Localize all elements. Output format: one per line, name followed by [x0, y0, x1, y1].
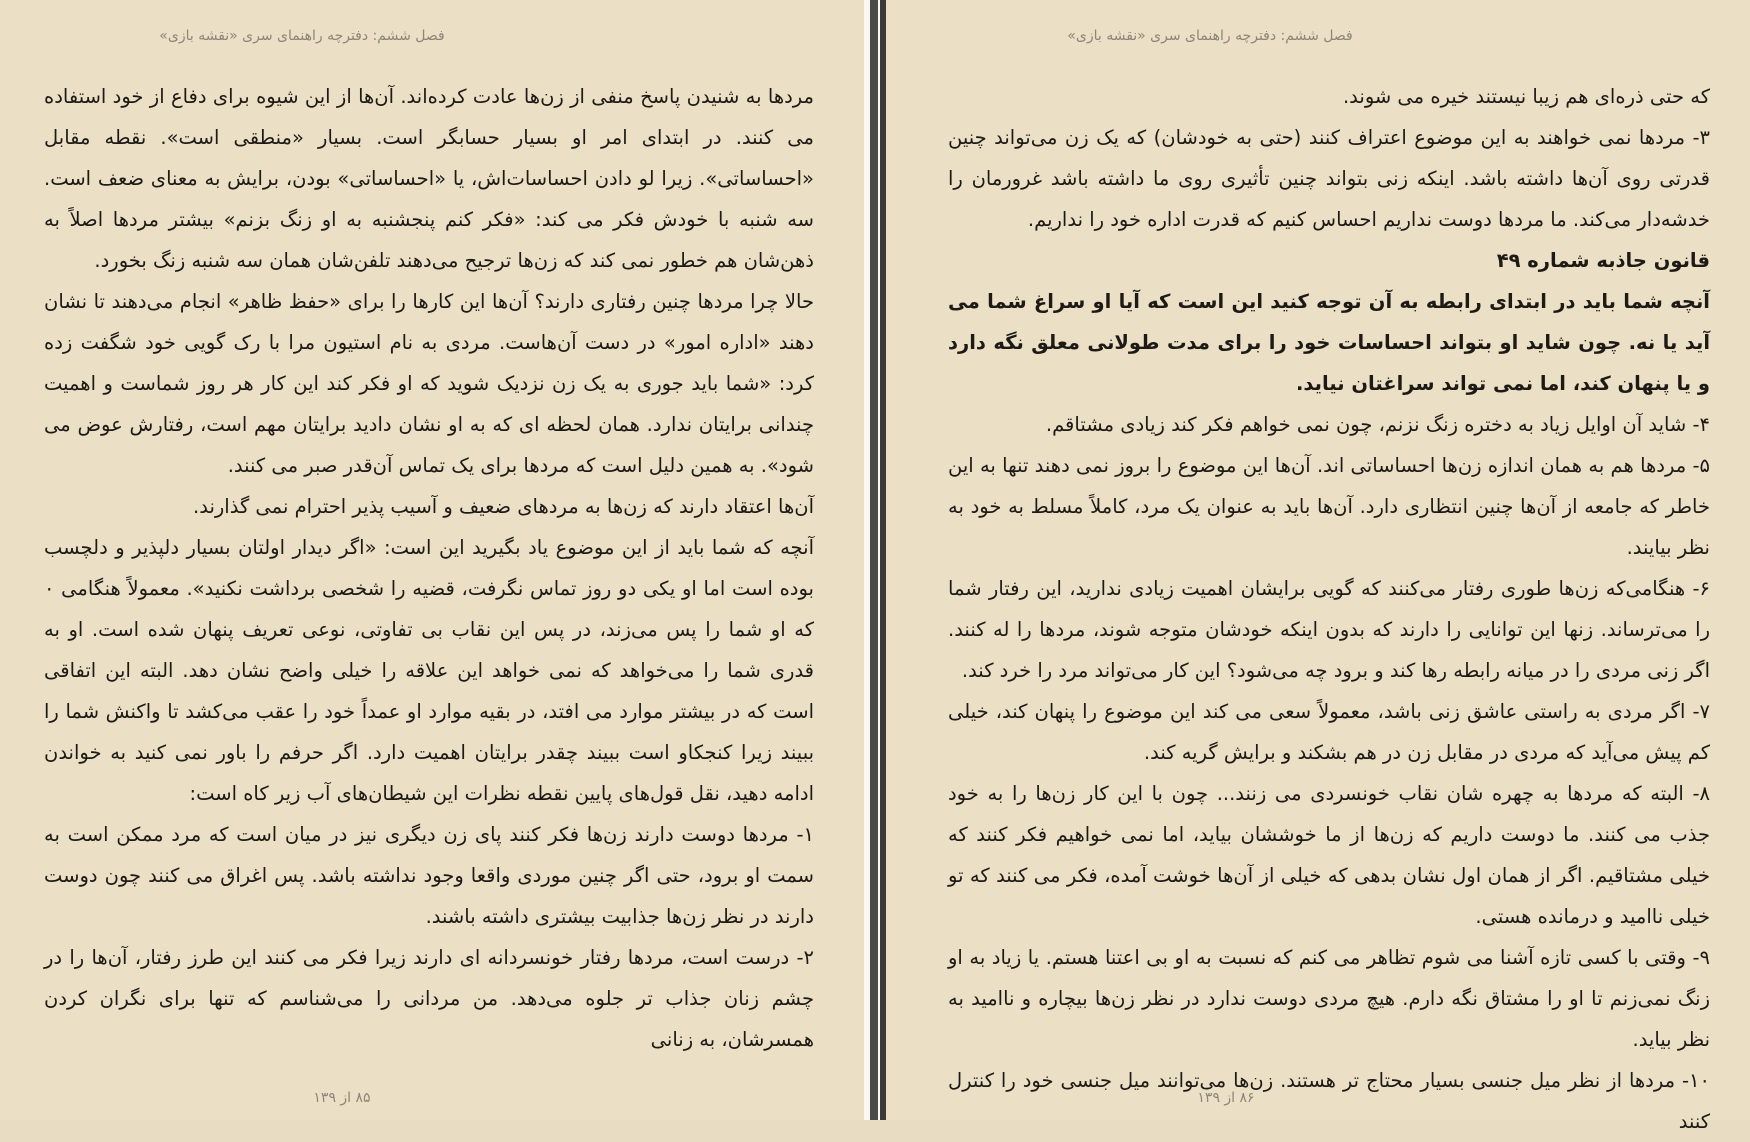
paragraph: ۲- درست است، مردها رفتار خونسردانه ای دارند زیرا فکر می کنند این طرز رفتار، آن‌ها را در چشم زنان جذاب تر جلوه می‌دهد. من مردانی را می‌شناسم که تنها برای نگران کردن همسرشان، به زنانی [44, 946, 814, 1051]
paragraph: ۸- البته که مردها به چهره شان نقاب خونسردی می زنند... چون با این کار زن‌ها را به خود جذب می کنند. ما دوست داریم که زن‌ها از ما خوششان بیاید، اما نمی خواهیم فکر کنند که خیلی مشتاقیم. اگر از همان اول نشان بدهی که خیلی از آن‌ها خوشت آمده، فکر می کنند که تو خیلی ناامید و درمانده هستی. [948, 782, 1710, 928]
running-head: فصل ششم: دفترچه راهنمای سری «نقشه بازی» [159, 28, 445, 44]
spine-divider [870, 0, 878, 1120]
paragraph: آن‌ها اعتقاد دارند که زن‌ها به مردهای ضعیف و آسیب پذیر احترام نمی گذارند. [193, 495, 814, 518]
paragraph: حالا چرا مردها چنین رفتاری دارند؟ آن‌ها این کارها را برای «حفظ ظاهر» انجام می‌دهند تا نشان دهند «اداره امور» در دست آن‌هاست. مردی به نام استیون مرا با رک گویی خود شگفت زده کرد: «شما باید جوری به یک زن نزدیک شوید که او فکر کند این کار هر روز شماست و اهمیت چندانی برایتان ندارد. همان لحظه ای که به او نشان دادید برایتان مهم است، رفتارش عوض می شود». به همین دلیل است که مردها برای یک تماس آن‌قدر صبر می کنند. [44, 290, 814, 477]
page-number: ۸۶ از ۱۳۹ [1197, 1090, 1255, 1106]
page-body [44, 76, 814, 1060]
paragraph: ۵- مردها هم به همان اندازه زن‌ها احساساتی اند. آن‌ها این موضوع را بروز نمی دهند تنها به این خاطر که جامعه از آن‌ها چنین انتظاری دارد. آن‌ها باید به عنوان یک مرد، کاملاً مسلط به خود به نظر بیایند. [948, 454, 1710, 559]
section-heading: قانون جاذبه شماره ۴۹ [1496, 249, 1710, 272]
paragraph: ۱- مردها دوست دارند زن‌ها فکر کنند پای زن دیگری نیز در میان است که مرد ممکن است به سمت او برود، حتی اگر چنین موردی واقعا وجود نداشته باشد. پس اغراق می کنند چون دوست دارند در نظر زن‌ها جذابیت بیشتری داشته باشند. [44, 823, 814, 928]
paragraph: ۶- هنگامی‌که زن‌ها طوری رفتار می‌کنند که گویی برایشان اهمیت زیادی ندارید، این رفتار شما را می‌ترساند. زنها این توانایی را دارند که بدون اینکه خودشان متوجه شوند، مردها را له کنند. اگر زنی مردی را در میانه رابطه رها کند و برود چه می‌شود؟ این کار می‌تواند مرد را خرد کند. [948, 577, 1710, 682]
highlighted-rule: آنچه شما باید در ابتدای رابطه به آن توجه کنید این است که آیا او سراغ شما می آید یا نه. چون شاید او بتواند احساسات خود را برای مدت طولانی معلق نگه دارد و یا پنهان کند، اما نمی تواند سراغتان نیاید. [948, 290, 1710, 395]
paragraph: مردها به شنیدن پاسخ منفی از زن‌ها عادت کرده‌اند. آن‌ها از این شیوه برای دفاع از خود استفاده می کنند. در ابتدای امر او بسیار حسابگر است. بسیار «منطقی است». نقطه مقابل «احساساتی». زیرا لو دادن احساسات‌اش، یا «احساساتی» بودن، برایش به معنای ضعف است. سه شنبه با خودش فکر می کند: «فکر کنم پنجشنبه به او زنگ بزنم» بیشتر مردها اصلاً به ذهن‌شان هم خطور نمی کند که زن‌ها ترجیح می‌دهند تلفن‌شان همان سه شنبه زنگ بخورد. [44, 85, 814, 272]
paragraph: ۱۰- مردها از نظر میل جنسی بسیار محتاج تر هستند. زن‌ها می‌توانند میل جنسی خود را کنترل کنند [948, 1069, 1710, 1133]
paragraph: که حتی ذره‌ای هم زیبا نیستند خیره می شوند. [1342, 85, 1710, 108]
paragraph: ۷- اگر مردی به راستی عاشق زنی باشد، معمولاً سعی می کند این موضوع را پنهان کند، خیلی کم پیش می‌آید که مردی در مقابل زن در هم بشکند و برایش گریه کند. [948, 700, 1710, 764]
paragraph: ۳- مردها نمی خواهند به این موضوع اعتراف کنند (حتی به خودشان) که یک زن می‌تواند چنین قدرتی روی آن‌ها داشته باشد. اینکه زنی بتواند چنین تأثیری روی ما داشته باشد غرورمان را خدشه‌دار می‌کند. ما مردها دوست نداریم احساس کنیم که قدرت اداره خود را نداریم. [948, 126, 1710, 231]
page-body [948, 76, 1710, 1142]
page-left[interactable] [0, 0, 864, 1120]
page-gutter [864, 0, 886, 1120]
page-number: ۸۵ از ۱۳۹ [313, 1090, 371, 1106]
paragraph: آنچه که شما باید از این موضوع یاد بگیرید این است: «اگر دیدار اولتان بسیار دلپذیر و دلچسب بوده است اما او یکی دو روز تماس نگرفت، قضیه را شخصی برداشت نکنید». معمولاً هنگامی ۰ که او شما را پس می‌زند، در پس این نقاب بی تفاوتی، نوعی تعریف پنهان شده است. او به قدری شما را می‌خواهد که نمی خواهد این علاقه را خیلی واضح نشان دهد. البته این اتفاقی است که در بیشتر موارد می افتد، در بقیه موارد او عمداً خود را عقب می‌کشد تا واکنش شما را ببیند زیرا کنجکاو است ببیند چقدر برایتان اهمیت دارد. اگر حرفم را باور نمی کنید به خواندن ادامه دهید، نقل قول‌های پایین نقطه نظرات این شیطان‌های آب زیر کاه است: [44, 536, 814, 805]
paragraph: ۹- وقتی با کسی تازه آشنا می شوم تظاهر می کنم که نسبت به او بی اعتنا هستم. یا زیاد به او زنگ نمی‌زنم تا او را مشتاق نگه دارم. هیچ مردی دوست ندارد در نظر زن‌ها بیچاره و ناامید به نظر بیاید. [948, 946, 1710, 1051]
paragraph: ۴- شاید آن اوایل زیاد به دختره زنگ نزنم، چون نمی خواهم فکر کند زیادی مشتاقم. [1045, 413, 1710, 436]
page-right[interactable] [886, 0, 1750, 1133]
running-head: فصل ششم: دفترچه راهنمای سری «نقشه بازی» [1067, 28, 1353, 44]
